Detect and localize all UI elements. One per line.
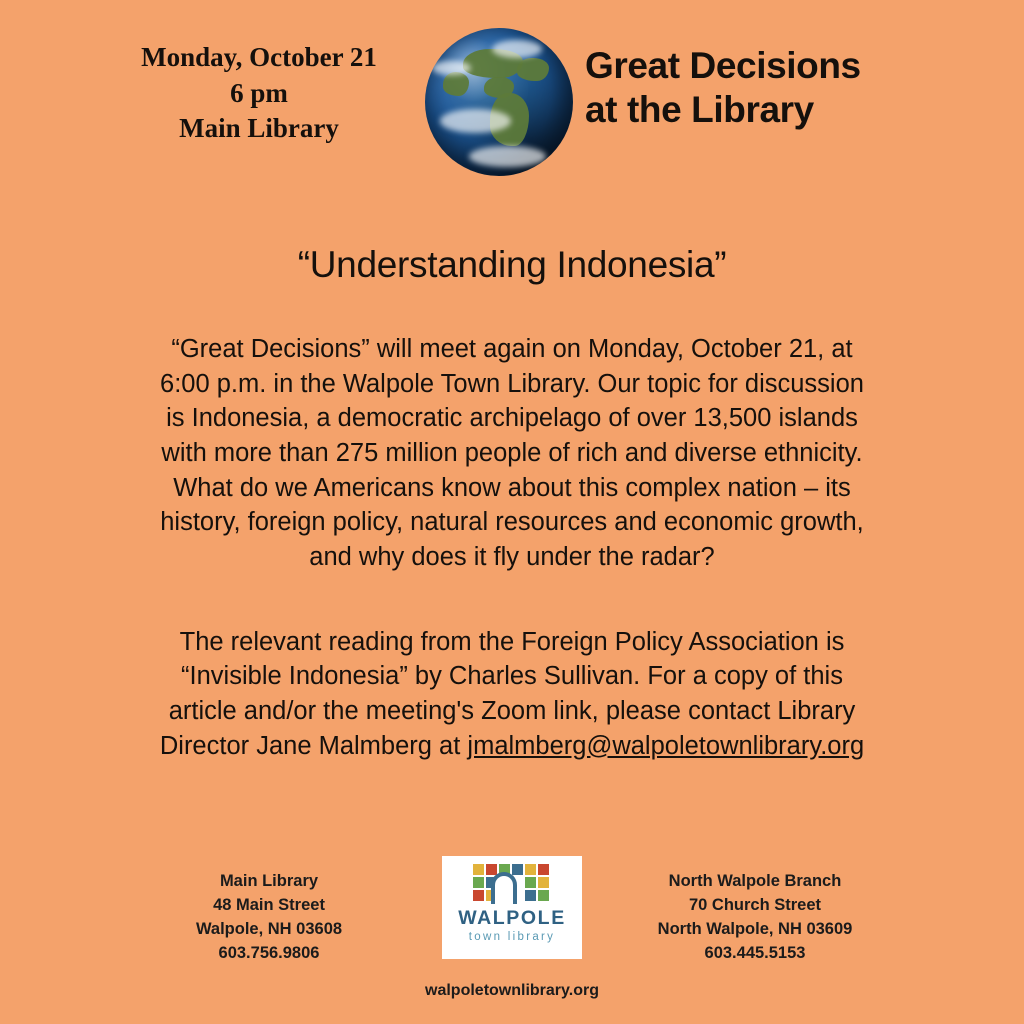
north-branch-phone: 603.445.5153 (704, 943, 806, 962)
main-library-name: Main Library (219, 872, 319, 890)
globe-sphere (425, 28, 573, 176)
poster-footer (0, 844, 1024, 1024)
main-library-address (154, 856, 384, 966)
description-paragraph: “Great Decisions” will meet again on Monday, October 21, at 6:00 p.m. in the Walpole Town Library. Our topic for discussion is Indonesia, a democratic archipelago of over 13,500 islands with more than 275 million people of rich and diverse ethnicity. What do we Americans know about this complex nation – its history, foreign policy, natural resources and economic growth, and why does it fly under the radar? (160, 335, 864, 572)
north-branch-name: North Walpole Branch (668, 872, 842, 890)
poster-body (152, 332, 872, 763)
logo-square (538, 890, 549, 901)
globe-cloud (432, 61, 470, 76)
logo-square (525, 877, 536, 888)
logo-arch-shape (491, 872, 517, 904)
program-title (585, 22, 915, 131)
reading-paragraph (152, 625, 872, 764)
logo-wordmark: WALPOLE (458, 907, 566, 929)
north-branch-city: North Walpole, NH 03609 (657, 919, 853, 938)
page-title: “Understanding Indonesia” (297, 244, 727, 285)
event-location: Main Library (179, 113, 339, 144)
logo-square (525, 864, 536, 875)
program-title-line2: at the Library (585, 88, 814, 130)
library-arch-logo-icon (473, 864, 551, 904)
reading-paragraph-text: The relevant reading from the Foreign Policy Association is “Invisible Indonesia” by Charles Sullivan. For a copy of this article and/or the meeting's Zoom link, please contact Library Director Jane Malmberg at (159, 627, 856, 760)
logo-square (473, 864, 484, 875)
program-title-line1: Great Decisions (585, 45, 861, 86)
logo-square (525, 890, 536, 901)
event-datetime-block (109, 22, 409, 147)
globe-landmass (443, 72, 470, 96)
contact-email-link[interactable]: jmalmberg@walpoletownlibrary.org (467, 731, 865, 760)
logo-square (512, 864, 523, 875)
north-branch-street: 70 Church Street (688, 895, 822, 914)
globe-landmass (517, 58, 550, 82)
website-url[interactable]: walpoletownlibrary.org (425, 981, 599, 999)
logo-square (473, 890, 484, 901)
globe-cloud (440, 109, 511, 133)
north-branch-address (640, 856, 870, 966)
poster-header (0, 0, 1024, 182)
earth-globe-icon (417, 22, 577, 182)
logo-square (538, 864, 549, 875)
logo-square (486, 864, 497, 875)
main-library-city: Walpole, NH 03608 (195, 919, 343, 938)
globe-cloud (492, 40, 542, 58)
logo-square (538, 877, 549, 888)
footer-columns (0, 844, 1024, 966)
library-logo (442, 856, 582, 959)
globe-cloud (469, 146, 546, 167)
event-date: Monday, October 21 (141, 42, 377, 72)
event-time: 6 pm (230, 77, 288, 108)
main-library-street: 48 Main Street (213, 895, 325, 914)
main-library-phone: 603.756.9806 (218, 943, 320, 962)
logo-subtitle: town library (468, 931, 556, 943)
logo-square (473, 877, 484, 888)
